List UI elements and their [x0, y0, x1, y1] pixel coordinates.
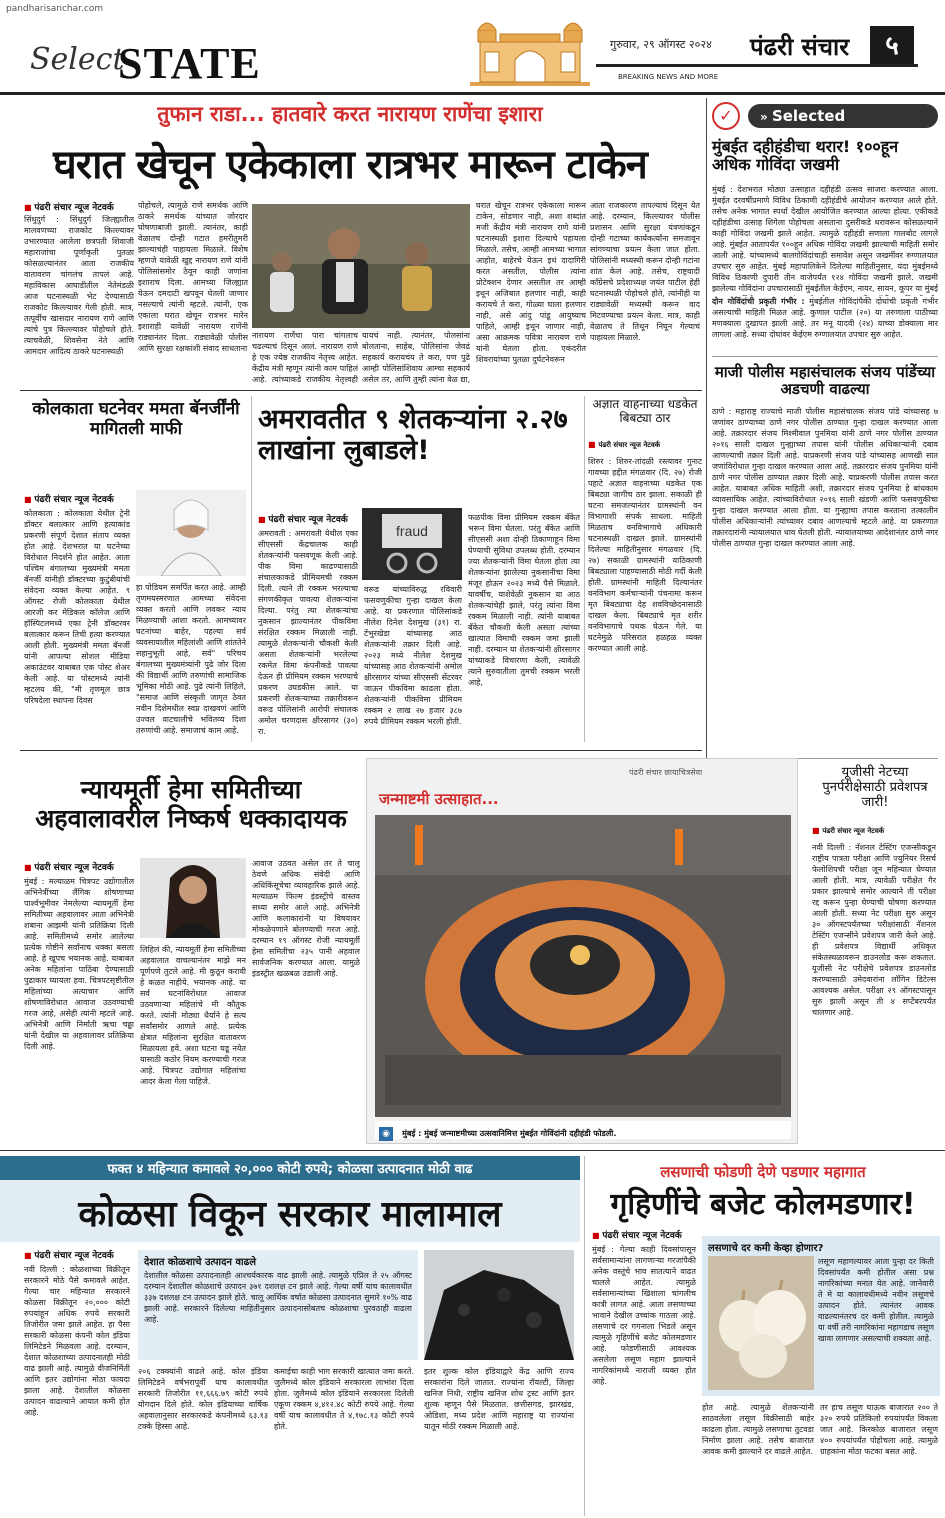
festival-credit: पंढरी संचार छायाचित्रसेवा [629, 768, 703, 777]
garlic-headline: गृहिणींचे बजेट कोलमडणार! [610, 1187, 916, 1222]
issue-date: गुरुवार, २९ ऑगस्ट २०२४ [610, 38, 712, 51]
lead-headline: घरात खेचून एकेकाला रात्रभर मारून टाकेन [53, 142, 647, 188]
garlic-byline: ■ पंढरी संचार न्यूज नेटवर्क [592, 1228, 682, 1241]
festival-caption-bar [375, 1121, 791, 1139]
coal-col1: नवी दिल्ली : कोळशाच्या विक्रीतून सरकारने मोठे पैसे कमावले आहेत. गेल्या चार महिन्यात सरकारने कोळसा विक्रीतून २०,००० कोटी रुपयांहून अधिक रुपये सरकारी तिजोरीत जमा झाले आहेत. हा पैसा सरकारी कोळसा कंपनी कोल इंडिया लिमिटेडने मिळवला आहे. दरम्यान, देशात कोळशाच्या उत्पादनातही मोठी वाढ झाली आहे. त्यामुळे वीजनिर्मिती आणि इतर उद्योगांना मोठा फायदा झाला आहे. देशातील कोळसा उत्पादन वाढल्याने आयात कमी होत आहे. [24, 1265, 130, 1417]
amravati-col1: अमरावती : अमरावती येथील एका सीएससी केंद्रचालक काही शेतकऱ्यांनी फसवणूक केली आहे. पीक विमा काढण्यासाठी संचालकाकडे प्रीमियमची रक्कम दिली. त्याने ती रक्कम भरल्याचा संगणकीकृत पावत्या शेतकऱ्यांना दिल्या. परंतु त्या शेतकऱ्यांचा नुकसान झाल्यानंतर पीकविमा संरक्षित रक्कम मिळाली नाही. त्यामुळे शेतकऱ्यांनी चौकशी केली असता शेतकऱ्यांनी भरलेल्या रकमेत विमा कंपनीकडे पावत्या देऊन ही प्रीमियम रक्कम भरण्याचे प्रकरण उघडकीस आले. या प्रकरणी शेतकऱ्याच्या तक्रारीवरून वरूड पोलिसांनी आरोपी संचालक अमोल चरणदास क्षीरसागर (३०) रा. [258, 529, 358, 736]
garlic-box [702, 1236, 940, 1396]
accident-body: शिरुर : शिरुर-तांदळी रस्त्यावर गुनाट गावच्या हद्दीत मंगळवार (दि. २७) रोजी पहाटे अज्ञात वाहनाच्या धडकेत एक बिबट्या जागीच ठार झाला. सकाळी ही घटना समजल्यानंतर ग्रामस्थांनी वन विभागाशी संपर्क साधला. माहिती मिळताच वनविभागाचे अधिकारी घटनास्थळी दाखल झाले. ग्रामस्थांनी दिलेल्या माहितीनुसार मंगळवार (दि. २७) सकाळी ग्रामस्थांनी याठिकाणी बिबट्याला पाहण्यासाठी मोठी गर्दी केली होती. ग्रामस्थांनी माहिती दिल्यानंतर वनविभाग कर्मचाऱ्यांनी पंचनामा करून मृत बिबट्याचा देह शवविच्छेदनासाठी दाखल केला. बिबट्याचे मृत शरीर वनविभागाचे पथक घेऊन गेले. या घटनेमुळे परिसरात हळहळ व्यक्त करण्यात आली आहे. [588, 457, 702, 653]
lower-rule [0, 1150, 945, 1151]
lead-col5: घरात खेचून रात्रभर एकेकाला मारून टाकेन, सोडणार नाही, अशा शब्दांत मजी केंद्रीय मंत्री नारायण राणे यांनी घटनास्थळी इशारा दिल्याचे पहायला मिळाले. तसेच, आम्ही आमच्या भागात आहोत, बाहेरचे येऊन इथं दादागिरी करत असतील, पोलीस त्यांना प्रोटेक्शन देणार असतील तर आम्ही इथून अजिबात हलणार नाही, काही करायचे ते करा, गोळ्या घाला हलणार नाही, असे आंदु पांडू आयुष्याच पाहिले, आम्ही इथून जाणार नाही, असा आक्रमक पवित्रा नारायण राणे यांनी घेतला होता. एकंदरीत शिवरायांच्या पुतळा दुर्घटनेवरून [476, 201, 586, 364]
dahihandi-sub [712, 296, 938, 352]
coal-col3: कमाईचा काही भाग सरकारी खात्यात जमा करते. जुलैमध्ये कोल इंडियाने सरकारला लाभांश दिला होता. जुलैमध्ये कोल इंडियाने सरकारला दिलेली एकूण रक्कम ४,४१२.४८ कोटी रुपये आहे. गेल्या वर्षी याच कालावधीत ते ४,१७८.१३ कोटी रुपये होते. [274, 1367, 414, 1431]
masthead [0, 0, 945, 98]
section-state: STATE [118, 39, 261, 88]
amravati-divider [251, 396, 252, 742]
lead-col6: आता राजकारण तापल्याचं दिसून येत आहे. दरम्यान, किल्ल्यावर पोलीस प्रशासन आणि सुरक्षा यंत्रणांकडून दोन्ही गटाच्या कार्यकर्त्यांना समजावून सांगण्याचा प्रयत्न केला जात होता. पोलिसांनी मध्यस्थी करून दोन्ही गटांना शांत केलं आहे. तसेच, राष्ट्रवादी काँग्रेसचे प्रदेशाध्यक्ष जयंत पाटील हेही घटनास्थळी पोहोचले होते, त्यांनीही या राड्यावेळी मध्यस्थी करून वाद मिटवण्याचा प्रयत्न केला. मात्र, काही वेळातच ते तिथून निघून गेल्याचं पाहायला मिळाले. [590, 201, 700, 342]
hema-col1: मुंबई : मल्याळम चित्रपट उद्योगातील अभिनेत्रींच्या लैंगिक शोषणाच्या पार्श्वभूमीवर नेमलेल्या न्यायमूर्ती हेमा समितीच्या अहवालावर आता अभिनेत्री शबाना आझमी यांनी प्रतिक्रिया दिली आहे. समितीमध्ये समोर आलेल्या प्रत्येक गोष्टीने सर्वांनाच धक्का बसला आहे. हे खूपच भयानक आहे. याबाबत अनेक महिलांना पाठिंबा देण्यासाठी पुढाकार घ्यायला हवा. चित्रपटसृष्टीतील महिलांच्या अत्याचार आणि शोषणाविरोधात आवाज उठवण्याची गरज आहे, असेही त्यांनी म्हटले आहे. अभिनेत्री आणि निर्माती ऋचा चढ्ढा यांनी देखील या अहवालावर प्रतिक्रिया दिली आहे. [24, 877, 134, 1051]
fraud-photo [362, 508, 462, 580]
festival-panel [366, 758, 798, 1144]
lead-col3: नारायण राणेंचा पारा चांगलाच चढल्याचं दिसून आलं. नारायण राणे हे एक ज्येष्ठ राजकीय नेतृत्त्व आहेत. केंद्रीय मंत्री म्हणून त्यांनी काम पाहिलं आहे. त्यांच्याकडे राजकीय नेतृत्त्वही [252, 331, 358, 384]
tagline: BREAKING NEWS AND MORE [618, 73, 719, 81]
kolkata-headline: कोलकाता घटनेवर ममता बॅनर्जींनी मागितली माफी [32, 399, 240, 439]
gateway-icon [470, 2, 590, 90]
camera-icon: ◉ [379, 1127, 393, 1141]
festival-banner: जन्माष्टमी उत्साहात... [379, 790, 499, 808]
lead-col4: यायचं नाही. त्यानंतर, पोलसांना बोलताना, साहेब, पोलिसांना जेवढं सहकार्य करायचंय ते करा, पण पुढे आम्ही पोलिसांशिवाय आम्चा सहकार्य असेल तर, आणि तुम्ही त्यांना वेळ द्या, [362, 331, 470, 384]
lead-col2: पोहोचले, त्यामुळे राणे समर्थक आणि ठाकरे समर्थक यांच्यात जोरदार घोषणाबाजी झाली. त्यानंतर, काही वेळातच दोन्ही गटात हमरीतुमरी झाल्याचंही पाहायला मिळाले. विशेष म्हणजे यावेळी खुद्द नारायण राणे यांनी पोलिसांसमोर ठेवून काही जणांना इशाराच दिला. आमच्या जिल्ह्यात येऊन दमदाटी खपवून घेतली जाणार नसल्याचे त्यांनी म्हटले. त्यांनी, एक एकाला घरात खेचून रात्रभर मारेन इशाराही यावेळी नारायण राणेंनी राड्यानंतर दिला. राड्यावेळी पोलीस आणि सुरक्षा रक्षकांशी संवाद साधताना [138, 201, 248, 353]
hema-byline: ■ पंढरी संचार न्यूज नेटवर्क [24, 860, 114, 873]
rane-photo [252, 204, 470, 328]
garlic-box-title: लसणाचे दर कमी केव्हा होणार? [708, 1243, 824, 1254]
accident-headline: अज्ञात वाहनाच्या धडकेत बिबट्या ठार [592, 397, 698, 425]
lead-bottom-rule [20, 390, 702, 391]
amravati-byline: ■ पंढरी संचार न्यूज नेटवर्क [258, 512, 348, 525]
lead-col1: सिंधुदुर्ग : सिंधुदुर्ग जिल्ह्यातील मालवणच्या राजकोट किल्ल्यावर उभारण्यात आलेला छत्रपती शिवाजी महाराजांचा पूर्णाकृती पुतळा कोसळल्यानंतर आता राजकीय वातावरण चांगलंच तापलं आहे. महाविकास आघाडीतील नेतेमंडळी आज घटनास्थळी भेट देण्यासाठी राजकोट किल्ल्यावर गेली होती. मात्र, तत्पूर्वीच खासदार नारायण राणे आणि त्यांचे पुत्र किल्ल्यावर पोहोचले होते. त्याचवेळी, शिवसेना नेते आणि आमदार आदित्य ठाकरे घटनास्थळी [24, 215, 134, 356]
pandey-body: ठाणे : महाराष्ट्र राज्याचे माजी पोलीस महासंचालक संजय पांडे यांच्यासह ७ जणांवर ठाण्याच्या ठाणे नगर पोलीस ठाण्यात गुन्हा दाखल करण्यात आला आहे. तक्रारदार संजय मिश्मीवाल पुनमिया यांनी ठाणे नगर पोलीस ठाण्यात २०१६ साली दाखल गुन्ह्याच्या तपास यांनी पोलीस अधिकाऱ्यांनी दबाव आणल्याची तक्रार दिली आहे. याप्रकरणी संजय पांडे यांच्यासह आणखी सात जणांविरोधात गुन्हा दाखल करण्यात आला आहे. तक्रारदार संजय पुनमिया यांनी ठाणे नगर पोलीस ठाण्यात तक्रार दिली आहे. याप्रकरणी पोलीस तपास करत आहेत. याबाबत अधिक माहिती अशी, तक्रारदार संजय पुनमिया हे बांधकाम व्यावसायिक आहेत. त्यांच्याविरोधात २०१६ साली खंडणी आणि फसवणुकीचा गुन्हा दाखल करण्यात आला होता. या गुन्ह्याचा तपास करताना तत्कालीन पोलीस अधिकाऱ्यांनी त्यांच्यावर दबाव आणल्याचे म्हटले आहे. या प्रकरणात तक्रारदारांनी न्यायालयात धाव घेतली होती. न्यायालयाच्या आदेशानंतर ठाणे नगर पोलीस ठाण्यात गुन्हा दाखल करण्यात आला आहे. [712, 407, 938, 548]
sidebar-divider [706, 98, 707, 758]
svg-text:fraud: fraud [396, 523, 428, 539]
section-select: Select [30, 42, 125, 77]
coal-headline-bar [0, 1180, 580, 1242]
check-icon: ✓ [712, 102, 740, 130]
garlic-kicker: लसणाची फोडणी देणे पडणार महागात [660, 1163, 866, 1181]
hema-col3: आवाज उठवत असेल तर ते चालू ठेवणे अधिक संवेदी आणि अधिकिंसूचेचा व्यावहारिक झाले आहे. मल्याळम फिल्म इंडस्ट्रीचे वास्तव सध्या समोर आले आहे. अभिनेत्री आणि कलाकारांनी या विषयावर मोकळेपणाने बोलण्याची गरज आहे. दरम्यान १९ ऑगस्ट रोजी न्यायमूर्ती हेमा समितीचा २३५ पानी अहवाल सार्वजनिक करण्यात आला. यामुळे इंडस्ट्रीत खळबळ उडाली आहे. [252, 859, 360, 978]
govinda-photo [375, 815, 791, 1117]
hema-col2: लिहिलं की, न्यायमूर्ती हेमा समितीच्या अहवालात वाचल्यानंतर माझे मन पूर्णपणे तुटले आहे. मी कुठून करावी हे कळत नाहीये. भयानक आहे. या सर्व घटनांविरोधात आवाज उठवणाऱ्या महिलांचे मी कौतुक करते. त्यांनी मोठ्या धैर्याने हे सत्य सर्वांसमोर आणले आहे. प्रत्येक क्षेत्रात महिलांना सुरक्षित वातावरण मिळायला हवे. अशा घटना घडू नयेत यासाठी कठोर नियम करण्याची गरज आहे. चित्रपट उद्योगात महिलांचा आदर केला गेला पाहिजे. [140, 945, 246, 1086]
selected-label-bar [712, 102, 938, 130]
paper-name: पंढरी संचार [750, 33, 850, 61]
coal-col2: २०६ टक्क्यांनी वाढले आहे. कोल इंडिया लिमिटेडने वर्षभरापूर्वी याच कालावधीत सरकारी तिजोरीत ११,६६६.७९ कोटी रुपये योगदान दिले होते. कोल इंडियाच्या वार्षिक अहवालानुसार सरकारकडे कंपनीमध्ये ६३.१३ टक्के हिस्सा आहे. [138, 1367, 268, 1431]
mamata-photo [136, 490, 246, 576]
coal-headline: कोळसा विकून सरकार मालामाल [78, 1194, 502, 1235]
dahihandi-headline: मुंबईत दहीहंडीचा थरार! १००हून अधिक गोविंदा जखमी [712, 137, 899, 175]
double-chevron-icon: » [760, 110, 772, 124]
coal-box-title: देशात कोळशाचे उत्पादन वाढले [144, 1257, 257, 1268]
sidebar-rule-1 [712, 356, 938, 357]
page-number: ५ [870, 26, 914, 66]
garlic-divider [584, 1156, 585, 1516]
lead-byline: ■ पंढरी संचार न्यूज नेटवर्क [24, 200, 114, 213]
ugc-body: नवी दिल्ली : नॅशनल टेस्टिंग एजन्सीकडून राष्ट्रीय पात्रता परीक्षा आणि ज्युनियर रिसर्च फेलोशिपची परीक्षा जून महिन्यात घेण्यात आली होती. मात्र, त्यावेळी परीक्षेत गैर प्रकार झाल्याचे समोर आल्याने ती परीक्षा रद्द करून पुन्हा घेण्याची घोषणा करण्यात आली होती. सध्या नेट परीक्षा सुरु असून ३० ऑगस्टपर्यंतच्या परीक्षांसाठी नॅशनल टेस्टिंग एजन्सीने प्रवेशपत्र जारी केले आहे. ही प्रवेशपत्र विद्यार्थी अधिकृत संकेतस्थळावरून डाउनलोड करू शकतात. यूजीसी नेट परीक्षेचे प्रवेशपत्र डाउनलोड करण्यासाठी उमेदवारांना लॉगिन डिटेल्स आवश्यक असेल. परीक्षा २९ ऑगस्टपासून सुरु झाली असून ती ४ सप्टेंबरपर्यंत चालणार आहे. [812, 843, 936, 1017]
lead-kicker: तुफान राडा... हातवारे करत नारायण राणेंचा इशारा [157, 102, 543, 126]
coal-kicker-bar [0, 1156, 580, 1180]
pandey-headline: माजी पोलीस महासंचालक संजय पांडेंच्या अडचणी वाढल्या [714, 363, 936, 399]
selected-text: Selected [771, 107, 846, 125]
dahihandi-body: मुंबई : देशभरात मोठ्या उत्साहात दहीहंडी उत्सव साजरा करण्यात आला. मुंबईत दरवर्षीप्रमाणे विविध ठिकाणी दहीहंडीचे आयोजन करण्यात आले होते. तसेच अनेक भागात स्पर्धा देखील आयोजित करण्यात आल्या होत्या. एकीकडे दहीहंडीचा उत्साह शिगेला पोहोचला असताना दुसरीकडे थरावरून कोसळल्याने काही गोविंदा जखमी झाले आहेत. त्यामुळे दहीहंडी सणाला गालबोट लागले आहे. मुंबईत आतापर्यंत १००हून अधिक गोविंदा जखमी झाल्याची माहिती समोर आली आहे. यांच्यामध्ये बालगोविंदांचाही समावेश असून जखमींवर रुग्णालयात उपचार सुरु आहेत. मुंबई महापालिकेने दिलेल्या माहितीनुसार, यंदा मुंबईमध्ये विविध ठिकाणी दुपारी तीन वाजेपर्यंत १२४ गोविंदा जखमी झाले. जखमी झालेल्या गोविंदांना उपचारासाठी मुंबईतील केईएम, नायर, सायन, कूपर या मुंबई [712, 185, 938, 293]
kolkata-col1: कोलकाता : कोलकाता येथील ट्रेनी डॉक्टर बलात्कार आणि हत्याकांड प्रकरणी संपूर्ण देशात संताप व्यक्त होत आहे. देशभरात या घटनेच्या विरोधात निदर्शने होत आहेत. आता पश्चिम बंगालच्या मुख्यमंत्री ममता बॅनर्जी यांनीही डॉक्टरच्या कुटुंबीयांची संवेदना व्यक्त केल्या आहेत. ९ ऑगस्ट रोजी कोलकाता येथील आरजी कर मेडिकल कॉलेज आणि हॉस्पिटलमध्ये एका ट्रेनी डॉक्टरवर बलात्कार करून तिची हत्या करण्यात आली होती. मुख्यमंत्री ममता बॅनर्जी यांनी आपल्या सोशल मीडिया अकाउंटवर याबाबत एक पोस्ट शेअर केली आहे. या पोस्टमध्ये त्यांनी म्हटलय की, "मी तृणमूल छात्र परिषदेला स्थापना दिवस [24, 509, 130, 705]
coal-photo [424, 1250, 574, 1360]
accident-divider [584, 396, 585, 742]
top-rule [0, 92, 945, 95]
garlic-col1: मुंबई : गेल्या काही दिवसांपासून सर्वसामान्यांना लागणाऱ्या गरजांपैकी अनेक वस्तूंचे भाव सातत्याने वाढत चालले आहेत. त्यामुळे सर्वसामान्यांच्या खिशाला चांगलीच कात्री लागत आहे. आता लसणाच्या भावाने देखील उच्चांक गाठला आहे. लसणाचे दर गगनाला भिडले असून त्यामुळे गृहिणींचे बजेट कोलमडणार आहे. फोडणीसाठी आवश्यक असलेला लसूण महाग झाल्याने नागरिकांमध्ये नाराजी व्यक्त होत आहे. [592, 1245, 696, 1386]
amravati-col2: वरूड यांच्याविरुद्ध रविवारी फसवणुकीचा गुन्हा दाखल केला आहे. या प्रकरणात पोलिसांकडे नीलेश दिनेश देशमुख (३१) रा. टेंभुरखेडा यांच्यासह आठ शेतकऱ्यांनी तक्रार दिली आहे. २०२३ मध्ये नीलेश देशमुख यांच्यासह आठ शेतकऱ्यांनी अमोल क्षीरसागर यांच्या सीएससी सेंटरवर जाऊन पीकविमा काढला होता. शेतकऱ्यांनी पीकविमा प्रीमियम रक्कम २ लाख २७ हजार ३८७ रुपये प्रीमियम रक्कम भरली होती. [364, 585, 462, 726]
coal-byline: ■ पंढरी संचार न्यूज नेटवर्क [24, 1248, 114, 1261]
hema-headline: न्यायमूर्ती हेमा समितीच्या अहवालावरील निष्कर्ष धक्कादायक [35, 775, 347, 833]
ugc-headline: यूजीसी नेटच्या पुनर्परीक्षेसाठी प्रवेशपत्र जारी! [822, 765, 928, 810]
amravati-headline: अमरावतीत ९ शेतकऱ्यांना २.२७ लाखांना लुबाडले! [258, 404, 568, 467]
mid-rule [20, 750, 702, 751]
dahihandi-sub-title: दोन गोविंदांची प्रकृती गंभीर : [712, 297, 805, 306]
festival-caption: मुंबई : मुंबई जन्माष्टमीच्या उत्सवानिमित्त मुंबईत गोविंदांनी दहीहंडी फोडली. [402, 1129, 617, 1138]
garlic-col3: तर हाच लसूण घाऊक बाजारात २०० ते ३२० रुपये प्रतिकिलो रुपयांपर्यंत विकला जात आहे. किरकोळ बाजारात लसूण ४०० रुपयांपर्यंत पोहोचला आहे. त्यामुळे ग्राहकांना मोठा फटका बसत आहे. [820, 1403, 938, 1456]
kolkata-col2: हा पोडियम समर्पित करत आहे. आम्ही तृणमयस्मरणात आमच्या संवेदना व्यक्त करतो आणि लवकर न्याय मिळण्याची आशा करतो. आमच्यावर घटनांच्या बाहेर, पहल्या सर्व व्यवसायातील महिलांशी आणि शांततेने सहानुभूती आहे, सर्व" परिचय बंगालच्या मुख्यमंत्र्यांनी पुढे जोर दिला की विद्यार्थी आणि तरुणांची सामाजिक भूमिका मोठी आहे. पुढे त्यांनी लिहिले, "समाज आणि संस्कृती जागृत ठेवत नवीन दिशेमधील स्वप्न दाखवणं आणि उज्वल वाटचालीचे भवितव्य दिशा तरुणांची आहे. समाजाचं काम आहे. [136, 583, 246, 735]
selected-label [748, 104, 938, 128]
garlic-box-body: लसूण महागल्यावर आता पुन्हा दर किती दिवसांपर्यंत कमी होतील असा प्रश्न नागरिकांच्या मनात येत आहे. जानेवारी ते मे या कालावधीमध्ये नवीन लसूणचे उत्पादन होते. त्यानंतर आवक वाढल्यानंतरच दर कमी होतील. त्यामुळे या वर्षी तरी नागरिकांना महागडाच लसूण खावा लागणार असल्याची शक्यता आहे. [818, 1257, 934, 1343]
dahihandi-sub-body: मुंबईतील गोविंदांपैकी दोघांची प्रकृती गंभीर असल्याची माहिती मिळत आहे. कुणाल पाटील (२०) या तरुणाला पाठीच्या मणक्याला दुखापत झाली आहे. तर मनू यादवी (२४) याच्या डोक्याला मार लागला आहे. सध्या दोघांवर केईएम रुग्णालयात उपचार सुरु आहेत. [712, 297, 938, 339]
site-url[interactable]: pandharisanchar.com [6, 4, 104, 14]
coal-box-body: देशातील कोळसा उत्पादनातही आश्चर्यकारक वाढ झाली आहे. त्यामुळे एप्रिल ते २५ ऑगस्ट दरम्यान देशातील कोळशाचे उत्पादन ३७१ दशलक्ष टन झाले आहे. गेल्या वर्षी याच कालावधीत ३३७ दशलक्ष टन उत्पादन झाले होते. चालू आर्थिक वर्षात कोळसा उत्पादनात सुमारे १०% वाढ झाली आहे. सरकारने दिलेल्या माहितीनुसार उत्पादनासोबतच कोळशाचा पुरवठाही वाढला आहे. [144, 1271, 412, 1324]
garlic-photo [708, 1256, 814, 1390]
amravati-col3: फळपीक विमा प्रीमियम रक्कम बँकेत भरून विमा घेतला. परंतु बँकेत आणि सीएससी अशा दोन्ही ठिकाणाहून विमा घेण्याची सुविधा उपलब्ध होती. दरम्यान ज्या शेतकऱ्यांनी विमा घेतला होता त्या शेतकऱ्यांना झालेल्या नुकसानीचा विमा मंजूर होऊन २०२३ मध्ये पैसे मिळाले. यावर्षीच, याशेवेळी नुकसान या आठ शेतकऱ्यांचेही झाले, परंतु त्यांना विमा रक्कम मिळाली नाही. त्यांनी याबाबत बँकेत चौकशी केली असता त्यांच्या खात्यात विमाची रक्कम जमा झाली नाही. दरम्यान या शेतकऱ्यांनी क्षीरसागर यांच्याकडे विचारणा केली, त्यावेळी त्याने सुरुवातीला तुमची रक्कम भरली आहे, [468, 513, 580, 687]
header-rule [596, 64, 918, 67]
ugc-byline: ■ पंढरी संचार न्यूज नेटवर्क [812, 826, 884, 836]
coal-col4: इतर शुल्क कोल इंडियाद्वारे केंद्र आणि राज्य सरकारांना दिले जातात. राज्यांना रॉयल्टी, जिल्हा खनिज निधी, राष्ट्रीय खनिज शोध ट्रस्ट आणि इतर शुल्क म्हणून पैसे मिळतात. छत्तीसगड, झारखंड, ओडिशा, मध्य प्रदेश आणि महाराष्ट्र या राज्यांना यातून मोठी रक्कम मिळाली आहे. [424, 1367, 574, 1431]
coal-kicker: फक्त ४ महिन्यात कमावले २०,००० कोटी रुपये; कोळसा उत्पादनात मोठी वाढ [107, 1162, 473, 1177]
coal-box [138, 1250, 418, 1360]
garlic-col2: होत आहे. त्यामुळे शेतकऱ्यांनी साठवलेला लसूण विक्रीसाठी बाहेर काढला होता. त्यामुळे लसणाचा तुटवडा निर्माण झाला आहे. तसेच बाजारात आवक कमी झाल्याने दर वाढले आहेत. [702, 1403, 814, 1456]
accident-byline: ■ पंढरी संचार न्यूज नेटवर्क [588, 440, 660, 450]
kolkata-byline: ■ पंढरी संचार न्यूज नेटवर्क [24, 492, 114, 505]
hema-photo [140, 858, 246, 938]
